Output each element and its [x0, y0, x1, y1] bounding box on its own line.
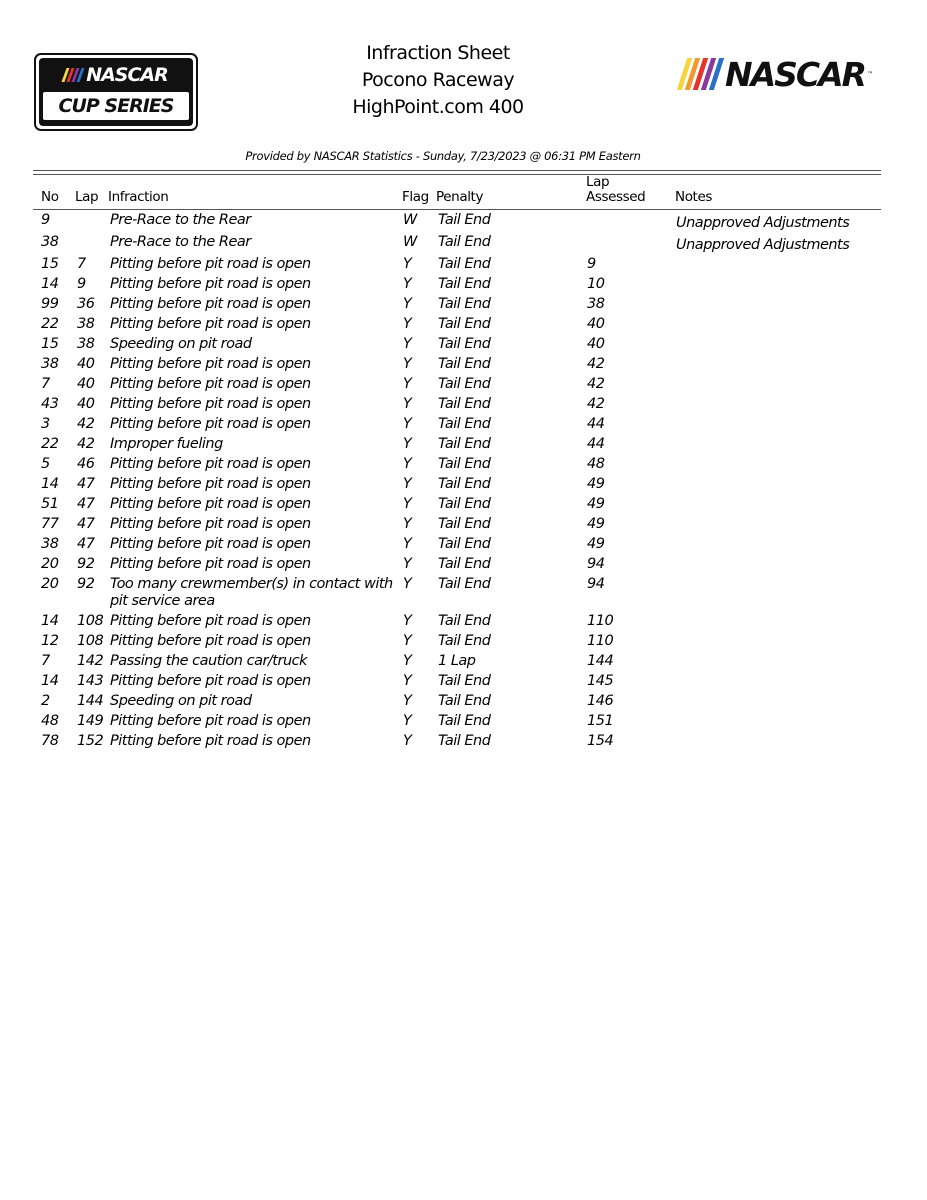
- row-car-number: 7: [41, 653, 50, 669]
- row-flag: Y: [403, 436, 412, 452]
- row-flag: Y: [403, 396, 412, 412]
- row-flag: Y: [403, 653, 412, 669]
- row-infraction: Improper fueling: [110, 436, 223, 452]
- row-lap-assessed: 9: [587, 256, 596, 272]
- row-penalty: Tail End: [438, 733, 491, 749]
- row-penalty: Tail End: [438, 376, 491, 392]
- row-flag: Y: [403, 556, 412, 572]
- row-penalty: Tail End: [438, 212, 491, 228]
- row-infraction: Too many crewmember(s) in contact with pit service area: [110, 576, 393, 609]
- row-infraction: Pitting before pit road is open: [110, 733, 311, 749]
- row-notes: Unapproved Adjustments: [676, 237, 850, 253]
- row-penalty: Tail End: [438, 316, 491, 332]
- row-lap: 108: [77, 633, 104, 649]
- row-lap: 92: [77, 576, 95, 592]
- row-lap: 144: [77, 693, 104, 709]
- document-title-block: [280, 40, 596, 121]
- row-infraction: Speeding on pit road: [110, 336, 252, 352]
- row-flag: Y: [403, 336, 412, 352]
- row-penalty: 1 Lap: [438, 653, 476, 669]
- row-flag: Y: [403, 633, 412, 649]
- row-flag: Y: [403, 576, 412, 592]
- row-car-number: 14: [41, 276, 59, 292]
- column-header-flag: Flag: [402, 189, 429, 205]
- row-lap-assessed: 40: [587, 316, 605, 332]
- column-header-lap-assessed-line2: Assessed: [586, 189, 646, 205]
- row-lap: 143: [77, 673, 104, 689]
- row-car-number: 48: [41, 713, 59, 729]
- row-flag: Y: [403, 673, 412, 689]
- row-car-number: 20: [41, 576, 59, 592]
- row-flag: Y: [403, 296, 412, 312]
- row-infraction: Pitting before pit road is open: [110, 496, 311, 512]
- nascar-logo: [682, 55, 873, 93]
- row-flag: Y: [403, 256, 412, 272]
- row-flag: W: [403, 234, 417, 250]
- row-lap: 46: [77, 456, 95, 472]
- row-car-number: 43: [41, 396, 59, 412]
- row-lap-assessed: 154: [587, 733, 614, 749]
- row-penalty: Tail End: [438, 276, 491, 292]
- row-flag: Y: [403, 496, 412, 512]
- row-car-number: 2: [41, 693, 50, 709]
- cup-series-logo-word: NASCAR: [86, 64, 168, 86]
- row-lap-assessed: 151: [587, 713, 614, 729]
- row-penalty: Tail End: [438, 436, 491, 452]
- row-penalty: Tail End: [438, 234, 491, 250]
- provided-by-line: Provided by NASCAR Statistics - Sunday, 7/23/2023 @ 06:31 PM Eastern: [245, 149, 641, 163]
- row-lap-assessed: 110: [587, 633, 614, 649]
- row-flag: Y: [403, 713, 412, 729]
- row-car-number: 77: [41, 516, 59, 532]
- race-name: HighPoint.com 400: [352, 96, 524, 118]
- cup-series-logo-top: [39, 64, 193, 86]
- row-penalty: Tail End: [438, 633, 491, 649]
- row-penalty: Tail End: [438, 613, 491, 629]
- row-lap: 92: [77, 556, 95, 572]
- row-lap-assessed: 145: [587, 673, 614, 689]
- cup-series-logo-bottom: [43, 92, 189, 120]
- nascar-logo-stripes: [682, 58, 719, 90]
- row-lap: 142: [77, 653, 104, 669]
- row-lap-assessed: 94: [587, 576, 605, 592]
- row-infraction: Pitting before pit road is open: [110, 316, 311, 332]
- row-car-number: 14: [41, 673, 59, 689]
- row-car-number: 14: [41, 613, 59, 629]
- header-rule-bottom: [33, 174, 881, 175]
- trademark-symbol: ™: [867, 70, 874, 78]
- row-lap: 38: [77, 316, 95, 332]
- row-flag: Y: [403, 456, 412, 472]
- row-car-number: 38: [41, 356, 59, 372]
- row-penalty: Tail End: [438, 336, 491, 352]
- row-lap: 47: [77, 536, 95, 552]
- column-header-rule: [33, 209, 881, 210]
- header-rule-top: [33, 170, 881, 171]
- row-infraction: Pre-Race to the Rear: [110, 234, 251, 250]
- column-header-infraction: Infraction: [108, 189, 169, 205]
- row-penalty: Tail End: [438, 356, 491, 372]
- row-penalty: Tail End: [438, 476, 491, 492]
- row-car-number: 38: [41, 234, 59, 250]
- row-infraction: Pitting before pit road is open: [110, 256, 311, 272]
- row-lap: 47: [77, 476, 95, 492]
- row-penalty: Tail End: [438, 693, 491, 709]
- row-car-number: 99: [41, 296, 59, 312]
- row-infraction: Pitting before pit road is open: [110, 296, 311, 312]
- row-lap: 40: [77, 376, 95, 392]
- row-flag: Y: [403, 693, 412, 709]
- row-infraction: Pitting before pit road is open: [110, 376, 311, 392]
- cup-series-logo: [34, 53, 198, 131]
- cup-series-logo-body: [39, 58, 193, 126]
- column-header-penalty: Penalty: [436, 189, 484, 205]
- row-car-number: 12: [41, 633, 59, 649]
- row-lap-assessed: 144: [587, 653, 614, 669]
- row-infraction: Pitting before pit road is open: [110, 416, 311, 432]
- row-car-number: 38: [41, 536, 59, 552]
- row-flag: Y: [403, 356, 412, 372]
- column-header-lap-assessed-line1: Lap: [586, 174, 610, 190]
- row-car-number: 22: [41, 316, 59, 332]
- row-lap: 42: [77, 416, 95, 432]
- row-infraction: Pitting before pit road is open: [110, 713, 311, 729]
- row-lap: 40: [77, 396, 95, 412]
- row-infraction: Pitting before pit road is open: [110, 456, 311, 472]
- row-penalty: Tail End: [438, 496, 491, 512]
- cup-series-stripes: [64, 68, 82, 82]
- row-infraction: Pitting before pit road is open: [110, 476, 311, 492]
- row-infraction: Pitting before pit road is open: [110, 673, 311, 689]
- row-lap: 36: [77, 296, 95, 312]
- row-infraction: Pitting before pit road is open: [110, 613, 311, 629]
- row-infraction: Pitting before pit road is open: [110, 556, 311, 572]
- row-penalty: Tail End: [438, 576, 491, 592]
- row-lap-assessed: 40: [587, 336, 605, 352]
- row-lap-assessed: 49: [587, 536, 605, 552]
- row-lap-assessed: 110: [587, 613, 614, 629]
- row-infraction: Speeding on pit road: [110, 693, 252, 709]
- row-car-number: 7: [41, 376, 50, 392]
- row-flag: W: [403, 212, 417, 228]
- row-lap: 9: [77, 276, 86, 292]
- row-lap: 42: [77, 436, 95, 452]
- row-infraction: Pitting before pit road is open: [110, 633, 311, 649]
- row-flag: Y: [403, 476, 412, 492]
- row-flag: Y: [403, 536, 412, 552]
- row-car-number: 5: [41, 456, 50, 472]
- row-flag: Y: [403, 276, 412, 292]
- row-car-number: 15: [41, 256, 59, 272]
- row-penalty: Tail End: [438, 416, 491, 432]
- row-lap: 152: [77, 733, 104, 749]
- row-lap: 38: [77, 336, 95, 352]
- row-lap-assessed: 49: [587, 496, 605, 512]
- row-infraction: Pitting before pit road is open: [110, 536, 311, 552]
- row-lap: 40: [77, 356, 95, 372]
- row-car-number: 78: [41, 733, 59, 749]
- row-lap: 7: [77, 256, 86, 272]
- row-infraction: Passing the caution car/truck: [110, 653, 308, 669]
- column-header-lap: Lap: [75, 189, 99, 205]
- row-penalty: Tail End: [438, 673, 491, 689]
- row-lap-assessed: 10: [587, 276, 605, 292]
- row-lap: 149: [77, 713, 104, 729]
- row-lap-assessed: 94: [587, 556, 605, 572]
- row-penalty: Tail End: [438, 456, 491, 472]
- row-lap: 108: [77, 613, 104, 629]
- row-car-number: 9: [41, 212, 50, 228]
- row-car-number: 22: [41, 436, 59, 452]
- row-lap: 47: [77, 516, 95, 532]
- row-infraction: Pre-Race to the Rear: [110, 212, 251, 228]
- row-flag: Y: [403, 516, 412, 532]
- row-flag: Y: [403, 376, 412, 392]
- row-infraction: Pitting before pit road is open: [110, 276, 311, 292]
- cup-series-logo-series: CUP SERIES: [58, 95, 174, 117]
- row-infraction: Pitting before pit road is open: [110, 356, 311, 372]
- row-penalty: Tail End: [438, 296, 491, 312]
- row-lap-assessed: 44: [587, 416, 605, 432]
- column-header-notes: Notes: [675, 189, 712, 205]
- row-penalty: Tail End: [438, 536, 491, 552]
- row-notes: Unapproved Adjustments: [676, 215, 850, 231]
- row-car-number: 14: [41, 476, 59, 492]
- track-name: Pocono Raceway: [361, 69, 515, 91]
- row-infraction: Pitting before pit road is open: [110, 396, 311, 412]
- row-lap-assessed: 44: [587, 436, 605, 452]
- row-car-number: 15: [41, 336, 59, 352]
- row-lap-assessed: 49: [587, 516, 605, 532]
- row-lap-assessed: 42: [587, 396, 605, 412]
- row-flag: Y: [403, 416, 412, 432]
- row-penalty: Tail End: [438, 396, 491, 412]
- row-infraction: Pitting before pit road is open: [110, 516, 311, 532]
- row-lap-assessed: 38: [587, 296, 605, 312]
- row-flag: Y: [403, 316, 412, 332]
- row-lap: 47: [77, 496, 95, 512]
- row-flag: Y: [403, 733, 412, 749]
- row-penalty: Tail End: [438, 516, 491, 532]
- row-penalty: Tail End: [438, 556, 491, 572]
- row-lap-assessed: 146: [587, 693, 614, 709]
- row-car-number: 3: [41, 416, 50, 432]
- page-title: Infraction Sheet: [366, 42, 510, 64]
- row-car-number: 51: [41, 496, 59, 512]
- row-penalty: Tail End: [438, 713, 491, 729]
- row-penalty: Tail End: [438, 256, 491, 272]
- row-flag: Y: [403, 613, 412, 629]
- row-lap-assessed: 42: [587, 376, 605, 392]
- row-lap-assessed: 42: [587, 356, 605, 372]
- nascar-logo-word: NASCAR: [725, 54, 866, 94]
- row-lap-assessed: 49: [587, 476, 605, 492]
- row-car-number: 20: [41, 556, 59, 572]
- row-lap-assessed: 48: [587, 456, 605, 472]
- column-header-no: No: [41, 189, 59, 205]
